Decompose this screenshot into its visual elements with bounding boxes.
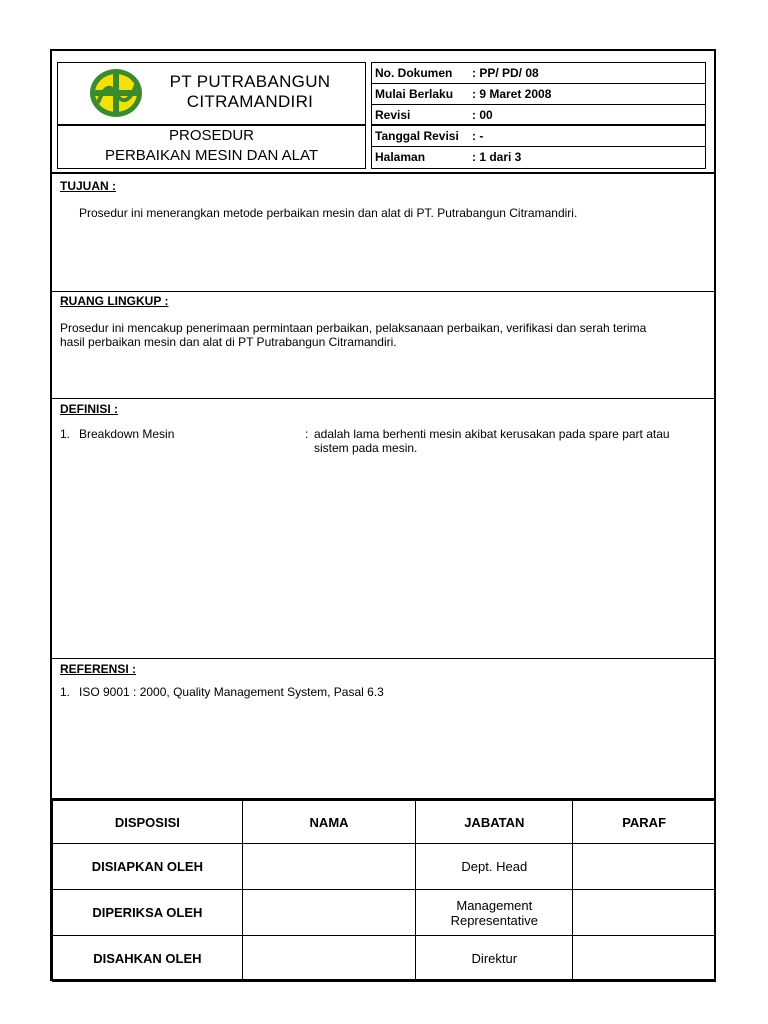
section-title-ruang-lingkup: RUANG LINGKUP : bbox=[60, 294, 169, 308]
jabatan-cell bbox=[416, 890, 573, 936]
definisi-item-definition bbox=[314, 427, 670, 455]
info-label: Halaman bbox=[375, 150, 426, 164]
disposisi-cell: DISIAPKAN OLEH bbox=[53, 844, 243, 890]
header-jabatan: JABATAN bbox=[416, 801, 573, 844]
paraf-cell bbox=[573, 936, 716, 982]
jabatan-line1: Management bbox=[456, 897, 533, 913]
company-logo bbox=[88, 67, 144, 119]
table-row bbox=[53, 936, 716, 982]
divider-ruang-lingkup bbox=[50, 398, 716, 399]
ruang-lingkup-line1: Prosedur ini mencakup penerimaan permintaan perbaikan, pelaksanaan perbaikan, verifikasi dan serah terima bbox=[60, 321, 647, 335]
nama-cell bbox=[242, 936, 416, 982]
table-row bbox=[53, 844, 716, 890]
info-row-revisi bbox=[372, 105, 705, 126]
jabatan-cell bbox=[416, 844, 573, 890]
definisi-item-separator: : bbox=[305, 427, 309, 441]
nama-cell bbox=[242, 844, 416, 890]
table-row bbox=[53, 890, 716, 936]
info-row-mulai-berlaku bbox=[372, 84, 705, 105]
header-paraf: PARAF bbox=[573, 801, 716, 844]
referensi-item-number: 1. bbox=[60, 685, 71, 699]
definisi-item-number: 1. bbox=[60, 427, 71, 441]
info-label: Tanggal Revisi bbox=[375, 129, 459, 143]
definition-line2: sistem pada mesin. bbox=[314, 441, 418, 455]
definisi-item-term: Breakdown Mesin bbox=[79, 427, 175, 441]
nama-cell bbox=[242, 890, 416, 936]
jabatan-cell bbox=[416, 936, 573, 982]
jabatan-line1: Direktur bbox=[471, 951, 518, 966]
divider-definisi bbox=[50, 658, 716, 659]
procedure-title-line1: PROSEDUR bbox=[168, 127, 254, 144]
info-row-no-dokumen bbox=[372, 63, 705, 84]
header-divider bbox=[50, 172, 716, 174]
procedure-title-line2: PERBAIKAN MESIN DAN ALAT bbox=[104, 147, 319, 164]
info-label: Mulai Berlaku bbox=[375, 87, 454, 101]
info-label: Revisi bbox=[375, 108, 411, 122]
info-value: : 00 bbox=[472, 108, 493, 122]
info-row-halaman bbox=[372, 147, 705, 168]
section-title-definisi: DEFINISI : bbox=[60, 402, 119, 416]
divider-tujuan bbox=[50, 291, 716, 292]
info-label: No. Dokumen bbox=[375, 66, 453, 80]
disposisi-cell: DIPERIKSA OLEH bbox=[53, 890, 243, 936]
company-name bbox=[150, 72, 350, 112]
approval-table bbox=[52, 800, 716, 982]
info-value: : 1 dari 3 bbox=[472, 150, 522, 164]
company-name-line2: CITRAMANDIRI bbox=[186, 92, 314, 111]
ruang-lingkup-text bbox=[60, 321, 646, 349]
tujuan-text: Prosedur ini menerangkan metode perbaikan mesin dan alat di PT. Putrabangun Citramandiri. bbox=[79, 206, 578, 220]
header-nama: NAMA bbox=[242, 801, 416, 844]
paraf-cell bbox=[573, 844, 716, 890]
referensi-item-text: ISO 9001 : 2000, Quality Management System, Pasal 6.3 bbox=[79, 685, 384, 699]
info-value: : - bbox=[472, 129, 484, 143]
procedure-title bbox=[57, 126, 366, 166]
info-value: : PP/ PD/ 08 bbox=[472, 66, 539, 80]
jabatan-line2: Representative bbox=[450, 912, 539, 928]
header-disposisi: DISPOSISI bbox=[53, 801, 243, 844]
document-info-table bbox=[371, 62, 706, 169]
ruang-lingkup-line2: hasil perbaikan mesin dan alat di PT Putrabangun Citramandiri. bbox=[60, 335, 397, 349]
info-value: : 9 Maret 2008 bbox=[472, 87, 552, 101]
section-title-referensi: REFERENSI : bbox=[60, 662, 137, 676]
jabatan-line1: Dept. Head bbox=[461, 859, 528, 874]
approval-header-row bbox=[53, 801, 716, 844]
paraf-cell bbox=[573, 890, 716, 936]
section-title-tujuan: TUJUAN : bbox=[60, 179, 116, 193]
disposisi-cell: DISAHKAN OLEH bbox=[53, 936, 243, 982]
definition-line1: adalah lama berhenti mesin akibat kerusakan pada spare part atau bbox=[314, 427, 670, 441]
info-row-tanggal-revisi bbox=[372, 126, 705, 147]
company-name-line1: PT PUTRABANGUN bbox=[169, 72, 331, 91]
